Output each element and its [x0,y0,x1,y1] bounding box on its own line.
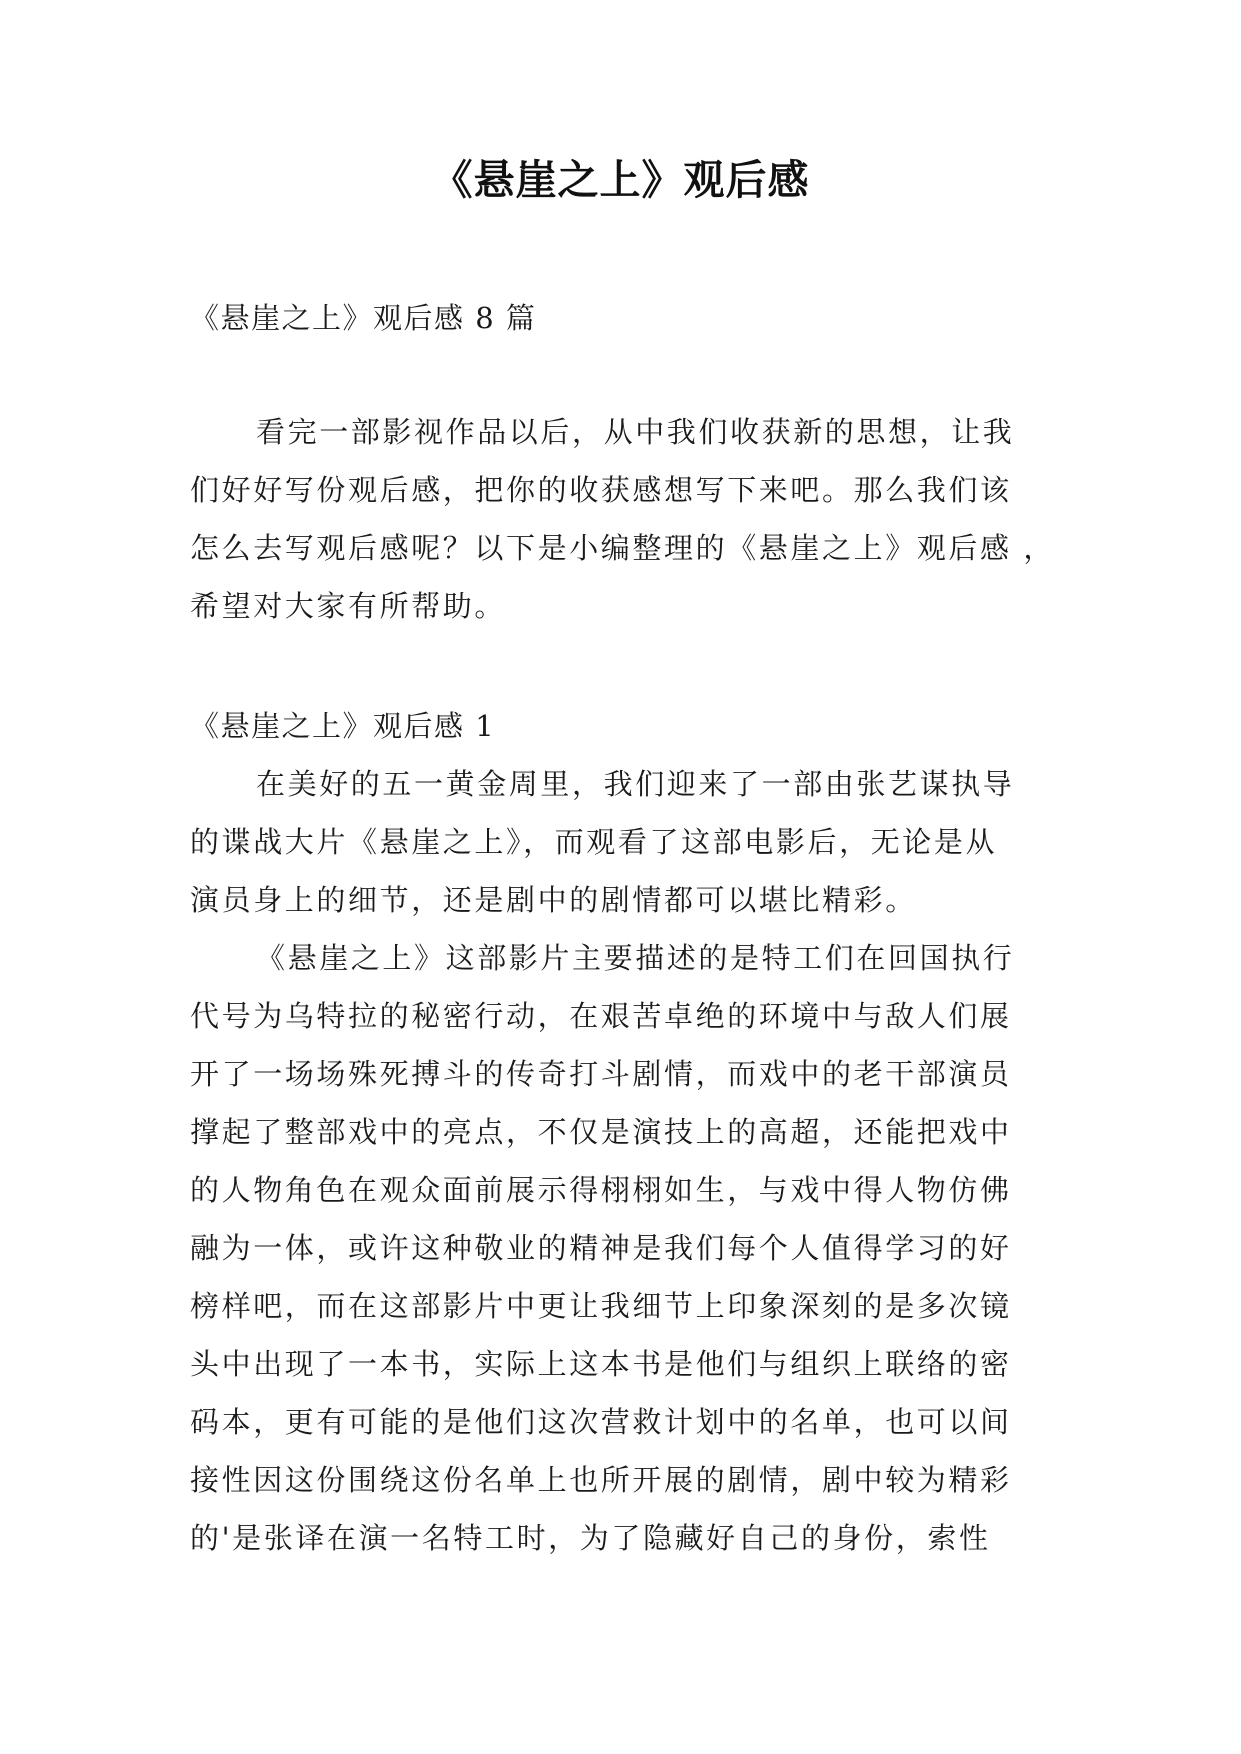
paragraph-line: 码本，更有可能的是他们这次营救计划中的名单，也可以间 [190,1405,1012,1439]
paragraph-line: 《悬崖之上》这部影片主要描述的是特工们在回国执行 [256,941,1015,975]
paragraph-line: 在美好的五一黄金周里，我们迎来了一部由张艺谋执导 [256,767,1015,801]
paragraph-line: 开了一场场殊死搏斗的传奇打斗剧情，而戏中的老干部演员 [190,1057,1012,1091]
intro-line: 怎么去写观后感呢？以下是小编整理的《悬崖之上》观后感 ， [190,531,1056,565]
section-heading: 《悬崖之上》观后感 1 [190,709,496,743]
paragraph-line: 的人物角色在观众面前展示得栩栩如生，与戏中得人物仿佛 [190,1173,1012,1207]
paragraph-line: 的'是张译在演一名特工时，为了隐藏好自己的身份，索性 [190,1521,991,1555]
paragraph-line: 榜样吧，而在这部影片中更让我细节上印象深刻的是多次镜 [190,1289,1012,1323]
paragraph-line: 融为一体，或许这种敬业的精神是我们每个人值得学习的好 [190,1231,1012,1265]
intro-line: 看完一部影视作品以后，从中我们收获新的思想，让我 [256,415,1015,449]
paragraph-line: 代号为乌特拉的秘密行动，在艰苦卓绝的环境中与敌人们展 [190,999,1012,1033]
paragraph-line: 接性因这份围绕这份名单上也所开展的剧情，剧中较为精彩 [190,1463,1012,1497]
intro-line: 希望对大家有所帮助。 [190,589,507,623]
paragraph-line: 演员身上的细节，还是剧中的剧情都可以堪比精彩。 [190,883,917,917]
document-title: 《悬崖之上》观后感 [431,156,810,204]
document-subtitle: 《悬崖之上》观后感 8 篇 [190,301,537,335]
paragraph-line: 撑起了整部戏中的亮点，不仅是演技上的高超，还能把戏中 [190,1115,1012,1149]
intro-line: 们好好写份观后感，把你的收获感想写下来吧。那么我们该 [190,473,1012,507]
paragraph-line: 头中出现了一本书，实际上这本书是他们与组织上联络的密 [190,1347,1012,1381]
paragraph-line: 的谍战大片《悬崖之上》，而观看了这部电影后，无论是从 [190,825,998,859]
